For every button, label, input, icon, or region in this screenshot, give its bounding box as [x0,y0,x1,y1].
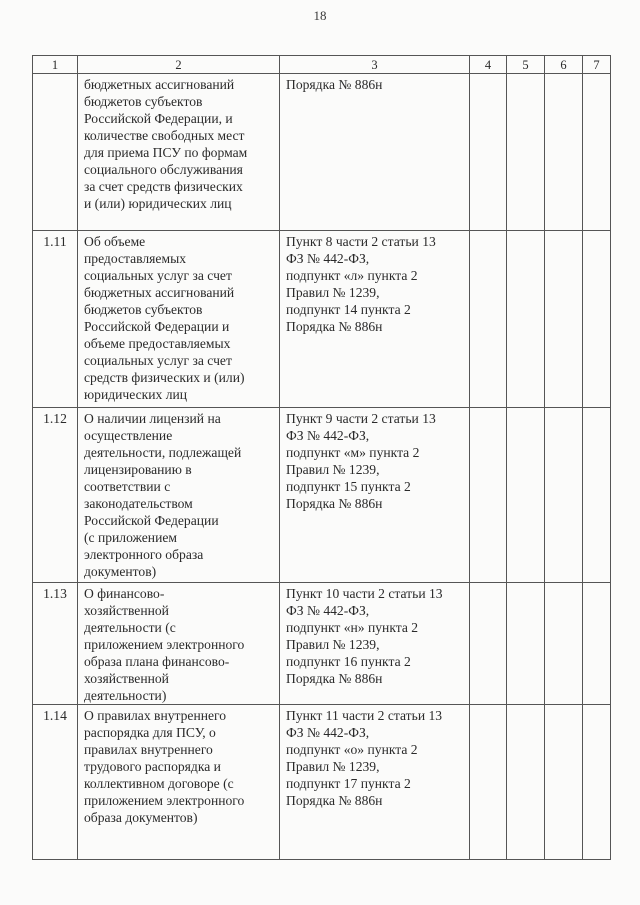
text-line: Об объеме [84,234,146,249]
empty-cell [545,231,583,408]
text-line: бюджетных ассигнований [84,77,235,92]
text-line: бюджетных ассигнований [84,285,235,300]
text-line: деятельности) [84,688,167,703]
text-line: и (или) юридических лиц [84,196,232,211]
empty-cell [583,408,611,583]
ref-line: Правил № 1239, [286,637,380,652]
text-line: приложением электронного [84,637,245,652]
row-description [78,583,280,705]
empty-cell [470,231,507,408]
table-row [33,231,611,408]
text-line: документов) [84,564,157,579]
empty-cell [583,231,611,408]
text-line: приложением электронного [84,793,245,808]
text-line: законодательством [84,496,193,511]
page-number: 18 [313,8,327,23]
text-line: социального обслуживания [84,162,243,177]
text-line: распорядка для ПСУ, о [84,725,216,740]
empty-cell [507,408,545,583]
row-number: 1.11 [33,231,78,408]
text-line: бюджетов субъектов [84,302,203,317]
empty-cell [470,705,507,860]
text-line: (с приложением [84,530,177,545]
table-row [33,74,611,231]
row-description [78,231,280,408]
ref-line: Порядка № 886н [286,77,383,92]
row-legal-reference [280,74,470,231]
text-line: Российской Федерации и [84,319,230,334]
row-legal-reference [280,408,470,583]
empty-cell [507,705,545,860]
text-line: средств физических и (или) [84,370,245,385]
text-line: деятельности (с [84,620,176,635]
ref-line: Правил № 1239, [286,462,380,477]
text-line: коллективном договоре (с [84,776,234,791]
empty-cell [583,705,611,860]
empty-cell [545,408,583,583]
empty-cell [583,74,611,231]
ref-line: ФЗ № 442-ФЗ, [286,725,370,740]
row-legal-reference [280,583,470,705]
column-header: 4 [470,56,507,74]
table-row [33,705,611,860]
ref-line: Порядка № 886н [286,793,383,808]
empty-cell [545,74,583,231]
row-description [78,705,280,860]
text-line: юридических лиц [84,387,188,402]
column-header: 1 [33,56,78,74]
ref-line: Пункт 8 части 2 статьи 13 [286,234,436,249]
text-line: электронного образа [84,547,204,562]
ref-line: подпункт 16 пункта 2 [286,654,411,669]
text-line: О финансово- [84,586,165,601]
text-line: правилах внутреннего [84,742,213,757]
row-number: 1.13 [33,583,78,705]
empty-cell [583,583,611,705]
empty-cell [507,74,545,231]
ref-line: подпункт «м» пункта 2 [286,445,420,460]
text-line: хозяйственной [84,603,169,618]
row-number [33,74,78,231]
text-line: объеме предоставляемых [84,336,231,351]
table-row [33,408,611,583]
column-header: 5 [507,56,545,74]
text-line: деятельности, подлежащей [84,445,242,460]
text-line: трудового распорядка и [84,759,221,774]
text-line: образа плана финансово- [84,654,230,669]
ref-line: подпункт 17 пункта 2 [286,776,411,791]
text-line: для приема ПСУ по формам [84,145,248,160]
text-line: соответствии с [84,479,171,494]
ref-line: подпункт «л» пункта 2 [286,268,418,283]
empty-cell [545,705,583,860]
empty-cell [470,74,507,231]
text-line: О правилах внутреннего [84,708,227,723]
ref-line: ФЗ № 442-ФЗ, [286,251,370,266]
column-header: 7 [583,56,611,74]
empty-cell [470,583,507,705]
ref-line: Порядка № 886н [286,319,383,334]
text-line: образа документов) [84,810,198,825]
ref-line: Пункт 11 части 2 статьи 13 [286,708,443,723]
text-line: хозяйственной [84,671,169,686]
ref-line: ФЗ № 442-ФЗ, [286,603,370,618]
row-legal-reference [280,705,470,860]
text-line: количестве свободных мест [84,128,245,143]
row-legal-reference [280,231,470,408]
text-line: предоставляемых [84,251,186,266]
text-line: Российской Федерации [84,513,219,528]
row-number: 1.14 [33,705,78,860]
requirements-table [32,55,611,860]
text-line: лицензированию в [84,462,192,477]
text-line: осуществление [84,428,173,443]
row-description [78,408,280,583]
ref-line: подпункт «о» пункта 2 [286,742,418,757]
empty-cell [507,231,545,408]
row-description [78,74,280,231]
text-line: О наличии лицензий на [84,411,221,426]
ref-line: подпункт 14 пункта 2 [286,302,411,317]
ref-line: Порядка № 886н [286,671,383,686]
ref-line: Пункт 9 части 2 статьи 13 [286,411,436,426]
column-header: 6 [545,56,583,74]
table-row [33,583,611,705]
empty-cell [545,583,583,705]
text-line: за счет средств физических [84,179,243,194]
ref-line: подпункт 15 пункта 2 [286,479,411,494]
ref-line: Правил № 1239, [286,285,380,300]
ref-line: подпункт «н» пункта 2 [286,620,419,635]
text-line: социальных услуг за счет [84,268,232,283]
column-header-row [33,56,611,74]
column-header: 2 [78,56,280,74]
empty-cell [507,583,545,705]
ref-line: Пункт 10 части 2 статьи 13 [286,586,443,601]
column-header: 3 [280,56,470,74]
ref-line: Порядка № 886н [286,496,383,511]
text-line: бюджетов субъектов [84,94,203,109]
empty-cell [470,408,507,583]
ref-line: Правил № 1239, [286,759,380,774]
row-number: 1.12 [33,408,78,583]
text-line: социальных услуг за счет [84,353,232,368]
ref-line: ФЗ № 442-ФЗ, [286,428,370,443]
text-line: Российской Федерации, и [84,111,233,126]
